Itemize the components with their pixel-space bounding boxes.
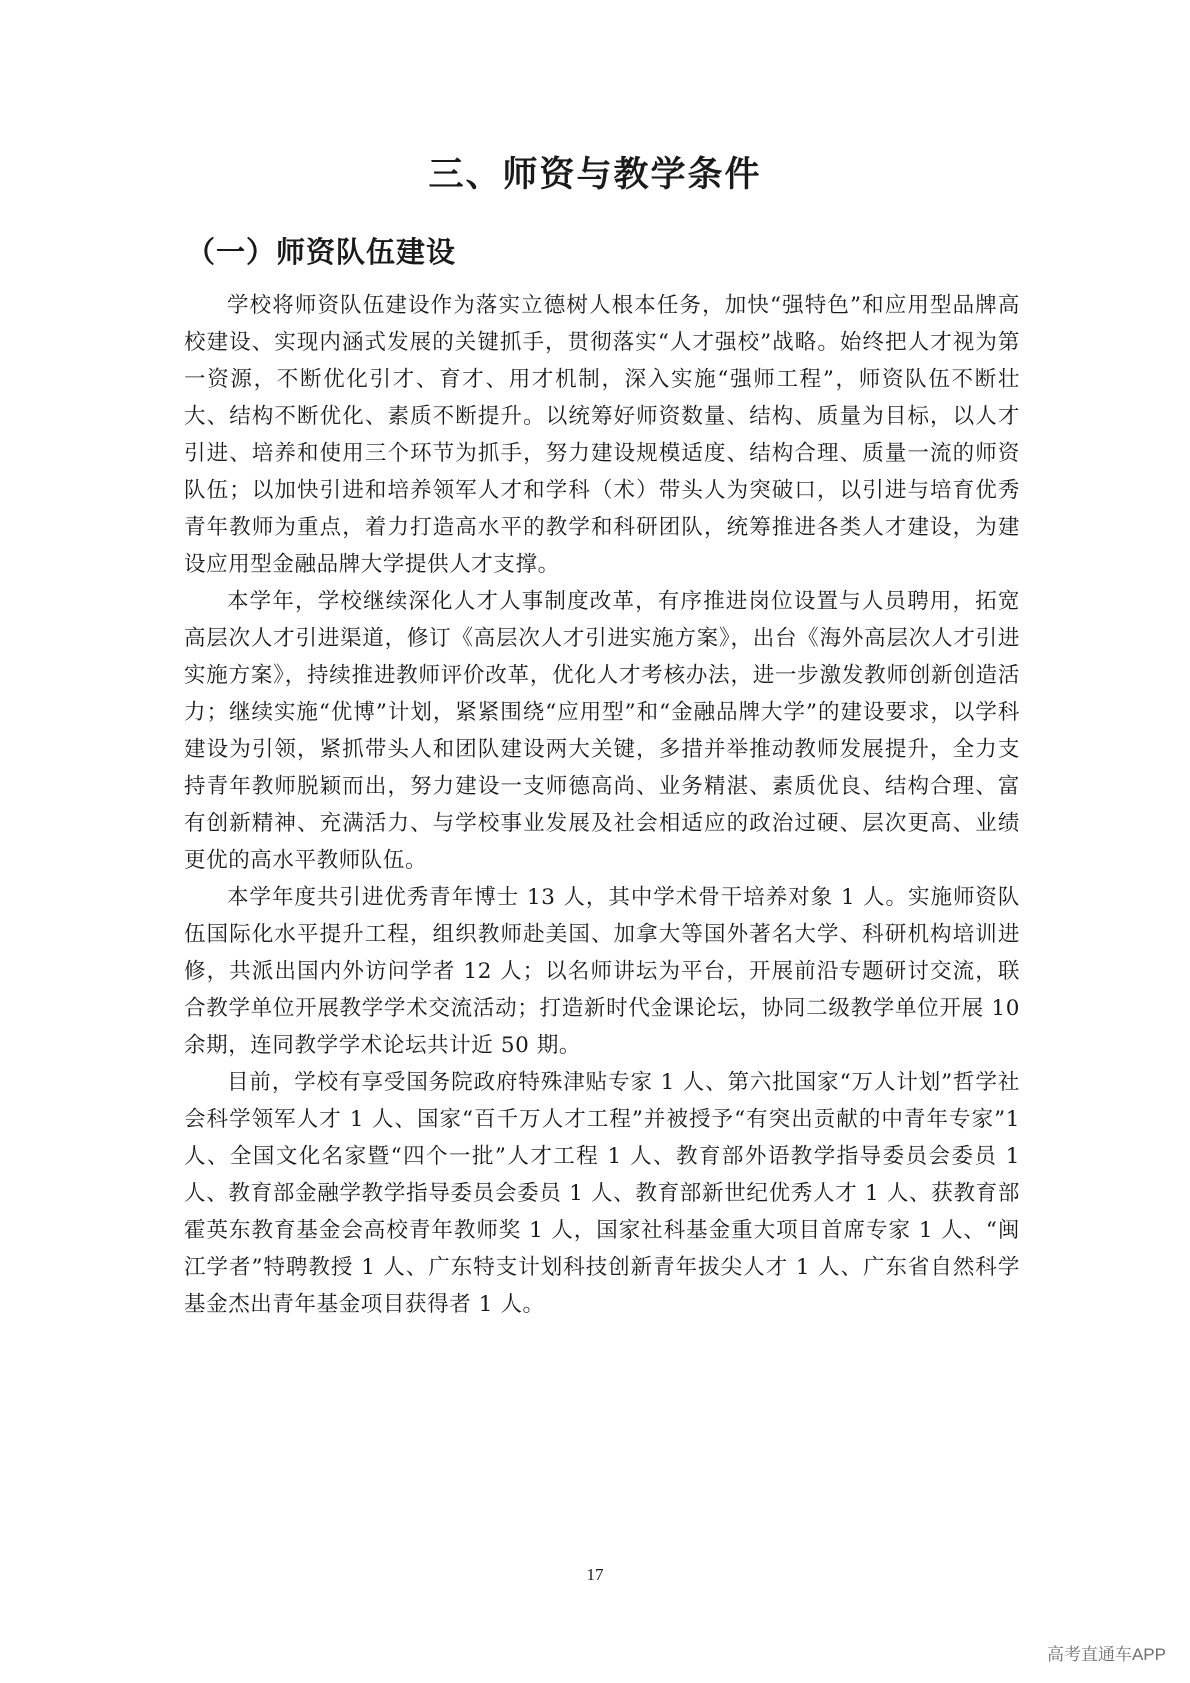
paragraph: 目前，学校有享受国务院政府特殊津贴专家 1 人、第六批国家“万人计划”哲学社会科学领军人才 1 人、国家“百千万人才工程”并被授予“有突出贡献的中青年专家”1 人、全国文化名家暨“四个一批”人才工程 1 人、教育部外语教学指导委员会委员 1 人、教育部金融学教学指导委员会委员 1 人、教育部新世纪优秀人才 1 人、获教育部霍英东教育基金会高校青年教师奖 1 人，国家社科基金重大项目首席专家 1 人、“闽江学者”特聘教授 1 人、广东特支计划科技创新青年拔尖人才 1 人、广东省自然科学基金杰出青年基金项目获得者 1 人。: [184, 1070, 1020, 1317]
watermark: 高考直通车APP: [1046, 1645, 1166, 1664]
paragraph: 本学年度共引进优秀青年博士 13 人，其中学术骨干培养对象 1 人。实施师资队伍国际化水平提升工程，组织教师赴美国、加拿大等国外著名大学、科研机构培训进修，共派出国内外访问学者 12 人；以名师讲坛为平台，开展前沿专题研讨交流，联合教学单位开展教学学术交流活动；打造新时代金课论坛，协同二级教学单位开展 10 余期，连同教学学术论坛共计近 50 期。: [184, 885, 1020, 1058]
page-number: 17: [586, 1565, 604, 1584]
body-text: [184, 287, 1020, 1323]
paragraph: 学校将师资队伍建设作为落实立德树人根本任务，加快“强特色”和应用型品牌高校建设、实现内涵式发展的关键抓手，贯彻落实“人才强校”战略。始终把人才视为第一资源，不断优化引才、育才、用才机制，深入实施“强师工程”，师资队伍不断壮大、结构不断优化、素质不断提升。以统筹好师资数量、结构、质量为目标，以人才引进、培养和使用三个环节为抓手，努力建设规模适度、结构合理、质量一流的师资队伍；以加快引进和培养领军人才和学科（术）带头人为突破口，以引进与培育优秀青年教师为重点，着力打造高水平的教学和科研团队，统筹推进各类人才建设，为建设应用型金融品牌大学提供人才支撑。: [184, 293, 1020, 577]
chapter-title: 三、师资与教学条件: [428, 155, 762, 195]
section-title: （一）师资队伍建设: [186, 235, 457, 269]
paragraph: 本学年，学校继续深化人才人事制度改革，有序推进岗位设置与人员聘用，拓宽高层次人才引进渠道，修订《高层次人才引进实施方案》，出台《海外高层次人才引进实施方案》，持续推进教师评价改革，优化人才考核办法，进一步激发教师创新创造活力；继续实施“优博”计划，紧紧围绕“应用型”和“金融品牌大学”的建设要求，以学科建设为引领，紧抓带头人和团队建设两大关键，多措并举推动教师发展提升，全力支持青年教师脱颖而出，努力建设一支师德高尚、业务精湛、素质优良、结构合理、富有创新精神、充满活力、与学校事业发展及社会相适应的政治过硬、层次更高、业绩更优的高水平教师队伍。: [184, 589, 1020, 873]
